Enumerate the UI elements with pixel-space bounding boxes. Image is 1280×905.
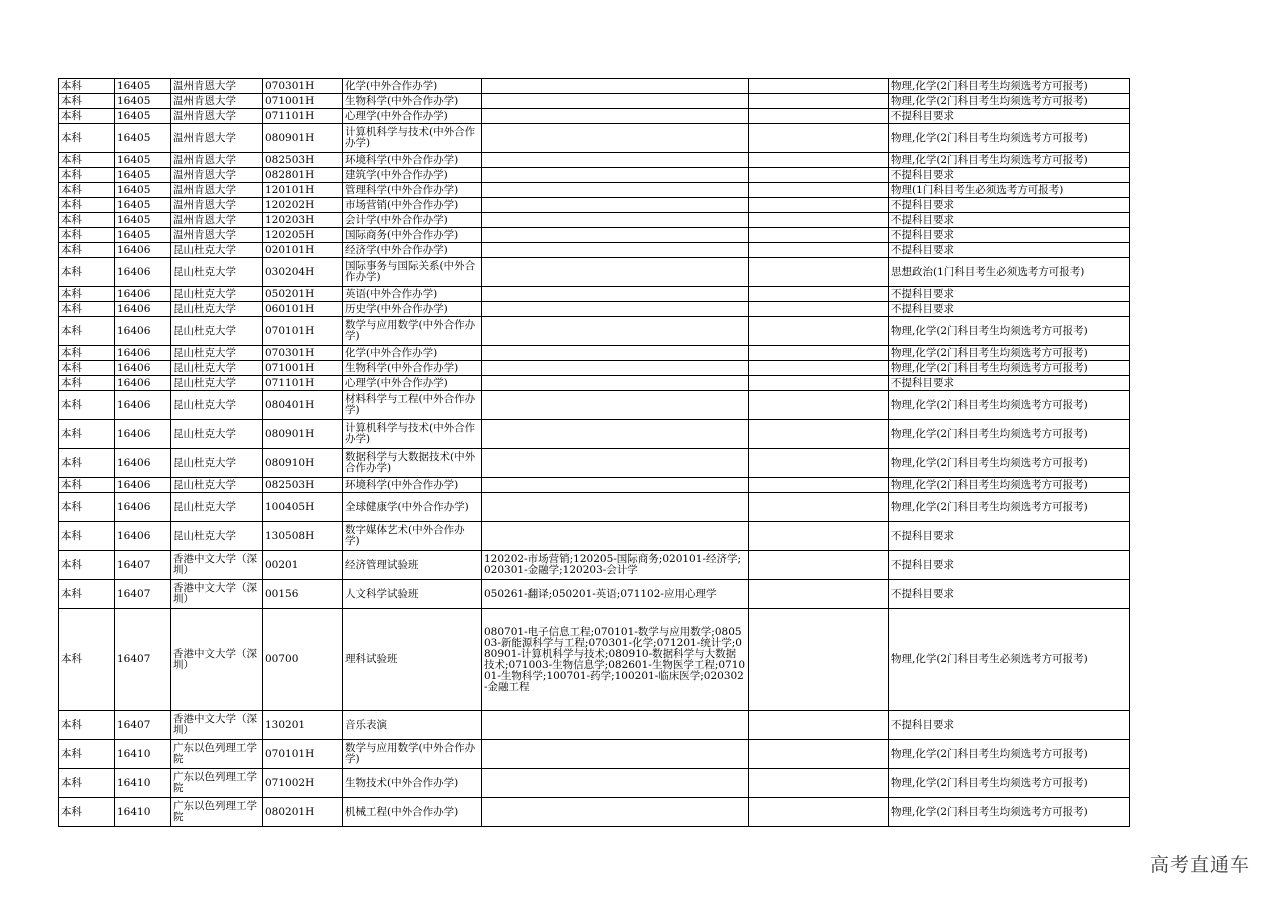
major-code-cell: 080901H — [263, 124, 343, 153]
table-row — [59, 391, 1130, 420]
included-majors-cell: 080701-电子信息工程;070101-数学与应用数学;080503-新能源科学与工程;070301-化学;071201-统计学;080901-计算机科学与技术;080910-数据科学与大数据技术;071003-生物信息学;082601-生物医学工程;071001-生物科学;100701-药学;100201-临床医学;020302-金融工程 — [482, 609, 749, 711]
note-cell — [749, 346, 889, 361]
included-majors-cell — [482, 740, 749, 769]
note-cell — [749, 317, 889, 346]
table-row — [59, 493, 1130, 522]
school-cell: 温州肯恩大学 — [171, 168, 263, 183]
table-row — [59, 609, 1130, 711]
subject-requirement-cell: 物理,化学(2门科目考生必须选考方可报考) — [889, 609, 1130, 711]
subject-requirement-cell: 物理,化学(2门科目考生均须选考方可报考) — [889, 420, 1130, 449]
school-cell: 昆山杜克大学 — [171, 522, 263, 551]
level-cell: 本科 — [59, 711, 115, 740]
watermark-text: 高考直通车 — [1149, 854, 1250, 876]
included-majors-cell — [482, 168, 749, 183]
major-code-cell: 080401H — [263, 391, 343, 420]
major-code-cell: 030204H — [263, 258, 343, 287]
included-majors-cell: 050261-翻译;050201-英语;071102-应用心理学 — [482, 580, 749, 609]
major-code-cell: 080910H — [263, 449, 343, 478]
major-code-cell: 071101H — [263, 376, 343, 391]
table-row — [59, 124, 1130, 153]
level-cell: 本科 — [59, 109, 115, 124]
note-cell — [749, 522, 889, 551]
included-majors-cell — [482, 449, 749, 478]
subject-requirement-cell: 物理,化学(2门科目考生均须选考方可报考) — [889, 391, 1130, 420]
major-name-cell: 管理科学(中外合作办学) — [343, 183, 482, 198]
table-row — [59, 478, 1130, 493]
subject-requirement-cell: 物理,化学(2门科目考生均须选考方可报考) — [889, 740, 1130, 769]
code-cell: 16405 — [115, 183, 171, 198]
major-code-cell: 082801H — [263, 168, 343, 183]
school-cell: 香港中文大学（深圳） — [171, 711, 263, 740]
school-cell: 广东以色列理工学院 — [171, 769, 263, 798]
admission-table — [58, 78, 1130, 827]
code-cell: 16405 — [115, 168, 171, 183]
major-code-cell: 070101H — [263, 317, 343, 346]
note-cell — [749, 287, 889, 302]
table-row — [59, 213, 1130, 228]
note-cell — [749, 183, 889, 198]
major-name-cell: 环境科学(中外合作办学) — [343, 153, 482, 168]
subject-requirement-cell: 物理,化学(2门科目考生均须选考方可报考) — [889, 79, 1130, 94]
level-cell: 本科 — [59, 213, 115, 228]
table-row — [59, 243, 1130, 258]
level-cell: 本科 — [59, 183, 115, 198]
note-cell — [749, 551, 889, 580]
table-row — [59, 287, 1130, 302]
level-cell: 本科 — [59, 609, 115, 711]
code-cell: 16410 — [115, 769, 171, 798]
note-cell — [749, 213, 889, 228]
note-cell — [749, 769, 889, 798]
table-row — [59, 79, 1130, 94]
level-cell: 本科 — [59, 361, 115, 376]
subject-requirement-cell: 物理,化学(2门科目考生均须选考方可报考) — [889, 478, 1130, 493]
level-cell: 本科 — [59, 769, 115, 798]
included-majors-cell — [482, 798, 749, 827]
note-cell — [749, 153, 889, 168]
school-cell: 昆山杜克大学 — [171, 258, 263, 287]
code-cell: 16407 — [115, 711, 171, 740]
subject-requirement-cell: 不提科目要求 — [889, 243, 1130, 258]
code-cell: 16405 — [115, 124, 171, 153]
note-cell — [749, 198, 889, 213]
school-cell: 昆山杜克大学 — [171, 376, 263, 391]
subject-requirement-cell: 不提科目要求 — [889, 287, 1130, 302]
note-cell — [749, 302, 889, 317]
school-cell: 昆山杜克大学 — [171, 391, 263, 420]
major-name-cell: 数学与应用数学(中外合作办学) — [343, 740, 482, 769]
note-cell — [749, 94, 889, 109]
note-cell — [749, 376, 889, 391]
level-cell: 本科 — [59, 478, 115, 493]
school-cell: 温州肯恩大学 — [171, 153, 263, 168]
note-cell — [749, 361, 889, 376]
included-majors-cell — [482, 109, 749, 124]
level-cell: 本科 — [59, 317, 115, 346]
code-cell: 16406 — [115, 493, 171, 522]
subject-requirement-cell: 物理,化学(2门科目考生均须选考方可报考) — [889, 769, 1130, 798]
table-row — [59, 109, 1130, 124]
table-row — [59, 258, 1130, 287]
note-cell — [749, 449, 889, 478]
level-cell: 本科 — [59, 228, 115, 243]
major-name-cell: 心理学(中外合作办学) — [343, 109, 482, 124]
included-majors-cell — [482, 420, 749, 449]
school-cell: 温州肯恩大学 — [171, 79, 263, 94]
table-row — [59, 522, 1130, 551]
level-cell: 本科 — [59, 124, 115, 153]
code-cell: 16406 — [115, 243, 171, 258]
subject-requirement-cell: 物理,化学(2门科目考生均须选考方可报考) — [889, 346, 1130, 361]
level-cell: 本科 — [59, 391, 115, 420]
major-code-cell: 082503H — [263, 153, 343, 168]
major-code-cell: 00156 — [263, 580, 343, 609]
table-row — [59, 94, 1130, 109]
included-majors-cell — [482, 391, 749, 420]
subject-requirement-cell: 不提科目要求 — [889, 109, 1130, 124]
included-majors-cell — [482, 183, 749, 198]
code-cell: 16407 — [115, 609, 171, 711]
included-majors-cell — [482, 153, 749, 168]
included-majors-cell — [482, 258, 749, 287]
included-majors-cell — [482, 243, 749, 258]
major-name-cell: 国际商务(中外合作办学) — [343, 228, 482, 243]
table-row — [59, 376, 1130, 391]
subject-requirement-cell: 不提科目要求 — [889, 168, 1130, 183]
note-cell — [749, 798, 889, 827]
school-cell: 昆山杜克大学 — [171, 346, 263, 361]
major-name-cell: 生物科学(中外合作办学) — [343, 361, 482, 376]
note-cell — [749, 740, 889, 769]
included-majors-cell — [482, 124, 749, 153]
table-row — [59, 740, 1130, 769]
table-row — [59, 317, 1130, 346]
code-cell: 16405 — [115, 198, 171, 213]
major-name-cell: 生物科学(中外合作办学) — [343, 94, 482, 109]
major-name-cell: 生物技术(中外合作办学) — [343, 769, 482, 798]
code-cell: 16405 — [115, 94, 171, 109]
major-name-cell: 会计学(中外合作办学) — [343, 213, 482, 228]
level-cell: 本科 — [59, 168, 115, 183]
major-name-cell: 数字媒体艺术(中外合作办学) — [343, 522, 482, 551]
code-cell: 16405 — [115, 228, 171, 243]
level-cell: 本科 — [59, 198, 115, 213]
school-cell: 昆山杜克大学 — [171, 478, 263, 493]
school-cell: 温州肯恩大学 — [171, 228, 263, 243]
level-cell: 本科 — [59, 376, 115, 391]
table-row — [59, 580, 1130, 609]
major-name-cell: 环境科学(中外合作办学) — [343, 478, 482, 493]
school-cell: 广东以色列理工学院 — [171, 798, 263, 827]
major-name-cell: 计算机科学与技术(中外合作办学) — [343, 124, 482, 153]
code-cell: 16406 — [115, 420, 171, 449]
major-name-cell: 市场营销(中外合作办学) — [343, 198, 482, 213]
subject-requirement-cell: 思想政治(1门科目考生必须选考方可报考) — [889, 258, 1130, 287]
level-cell: 本科 — [59, 522, 115, 551]
school-cell: 昆山杜克大学 — [171, 361, 263, 376]
subject-requirement-cell: 物理,化学(2门科目考生均须选考方可报考) — [889, 317, 1130, 346]
major-name-cell: 化学(中外合作办学) — [343, 346, 482, 361]
subject-requirement-cell: 不提科目要求 — [889, 228, 1130, 243]
school-cell: 温州肯恩大学 — [171, 198, 263, 213]
major-name-cell: 全球健康学(中外合作办学) — [343, 493, 482, 522]
school-cell: 昆山杜克大学 — [171, 287, 263, 302]
subject-requirement-cell: 不提科目要求 — [889, 213, 1130, 228]
note-cell — [749, 109, 889, 124]
code-cell: 16405 — [115, 213, 171, 228]
subject-requirement-cell: 物理,化学(2门科目考生均须选考方可报考) — [889, 361, 1130, 376]
major-name-cell: 化学(中外合作办学) — [343, 79, 482, 94]
major-name-cell: 音乐表演 — [343, 711, 482, 740]
level-cell: 本科 — [59, 79, 115, 94]
level-cell: 本科 — [59, 258, 115, 287]
level-cell: 本科 — [59, 798, 115, 827]
included-majors-cell — [482, 198, 749, 213]
code-cell: 16405 — [115, 109, 171, 124]
subject-requirement-cell: 不提科目要求 — [889, 302, 1130, 317]
level-cell: 本科 — [59, 153, 115, 168]
school-cell: 广东以色列理工学院 — [171, 740, 263, 769]
code-cell: 16406 — [115, 346, 171, 361]
major-name-cell: 心理学(中外合作办学) — [343, 376, 482, 391]
subject-requirement-cell: 不提科目要求 — [889, 551, 1130, 580]
note-cell — [749, 711, 889, 740]
table-body — [59, 79, 1130, 827]
included-majors-cell — [482, 376, 749, 391]
subject-requirement-cell: 不提科目要求 — [889, 376, 1130, 391]
subject-requirement-cell: 物理,化学(2门科目考生均须选考方可报考) — [889, 449, 1130, 478]
major-code-cell: 050201H — [263, 287, 343, 302]
major-code-cell: 120205H — [263, 228, 343, 243]
code-cell: 16407 — [115, 551, 171, 580]
code-cell: 16405 — [115, 153, 171, 168]
subject-requirement-cell: 物理(1门科目考生必须选考方可报考) — [889, 183, 1130, 198]
code-cell: 16407 — [115, 580, 171, 609]
major-name-cell: 建筑学(中外合作办学) — [343, 168, 482, 183]
school-cell: 温州肯恩大学 — [171, 109, 263, 124]
included-majors-cell — [482, 522, 749, 551]
level-cell: 本科 — [59, 449, 115, 478]
table-row — [59, 711, 1130, 740]
note-cell — [749, 168, 889, 183]
school-cell: 昆山杜克大学 — [171, 302, 263, 317]
note-cell — [749, 493, 889, 522]
major-code-cell: 00201 — [263, 551, 343, 580]
level-cell: 本科 — [59, 580, 115, 609]
table-row — [59, 361, 1130, 376]
school-cell: 香港中文大学（深圳） — [171, 551, 263, 580]
level-cell: 本科 — [59, 420, 115, 449]
subject-requirement-cell: 物理,化学(2门科目考生均须选考方可报考) — [889, 798, 1130, 827]
note-cell — [749, 478, 889, 493]
code-cell: 16410 — [115, 798, 171, 827]
table-row — [59, 551, 1130, 580]
subject-requirement-cell: 物理,化学(2门科目考生均须选考方可报考) — [889, 94, 1130, 109]
included-majors-cell: 120202-市场营销;120205-国际商务;020101-经济学;020301-金融学;120203-会计学 — [482, 551, 749, 580]
code-cell: 16406 — [115, 449, 171, 478]
major-code-cell: 070301H — [263, 79, 343, 94]
code-cell: 16406 — [115, 391, 171, 420]
major-code-cell: 071001H — [263, 94, 343, 109]
major-name-cell: 历史学(中外合作办学) — [343, 302, 482, 317]
major-code-cell: 130201 — [263, 711, 343, 740]
code-cell: 16406 — [115, 317, 171, 346]
note-cell — [749, 391, 889, 420]
school-cell: 昆山杜克大学 — [171, 420, 263, 449]
subject-requirement-cell: 不提科目要求 — [889, 580, 1130, 609]
school-cell: 昆山杜克大学 — [171, 449, 263, 478]
major-code-cell: 080201H — [263, 798, 343, 827]
code-cell: 16406 — [115, 302, 171, 317]
note-cell — [749, 79, 889, 94]
major-code-cell: 080901H — [263, 420, 343, 449]
included-majors-cell — [482, 213, 749, 228]
table-row — [59, 153, 1130, 168]
included-majors-cell — [482, 346, 749, 361]
table-row — [59, 449, 1130, 478]
note-cell — [749, 228, 889, 243]
school-cell: 昆山杜克大学 — [171, 493, 263, 522]
included-majors-cell — [482, 493, 749, 522]
code-cell: 16410 — [115, 740, 171, 769]
school-cell: 昆山杜克大学 — [171, 317, 263, 346]
code-cell: 16406 — [115, 287, 171, 302]
level-cell: 本科 — [59, 243, 115, 258]
major-code-cell: 082503H — [263, 478, 343, 493]
table-row — [59, 420, 1130, 449]
code-cell: 16406 — [115, 376, 171, 391]
included-majors-cell — [482, 228, 749, 243]
note-cell — [749, 124, 889, 153]
subject-requirement-cell: 物理,化学(2门科目考生均须选考方可报考) — [889, 493, 1130, 522]
table-row — [59, 228, 1130, 243]
level-cell: 本科 — [59, 302, 115, 317]
code-cell: 16406 — [115, 478, 171, 493]
included-majors-cell — [482, 361, 749, 376]
school-cell: 香港中文大学（深圳） — [171, 580, 263, 609]
school-cell: 温州肯恩大学 — [171, 124, 263, 153]
major-code-cell: 071101H — [263, 109, 343, 124]
level-cell: 本科 — [59, 94, 115, 109]
major-code-cell: 071002H — [263, 769, 343, 798]
table-row — [59, 183, 1130, 198]
major-code-cell: 130508H — [263, 522, 343, 551]
subject-requirement-cell: 物理,化学(2门科目考生均须选考方可报考) — [889, 153, 1130, 168]
major-name-cell: 人文科学试验班 — [343, 580, 482, 609]
school-cell: 温州肯恩大学 — [171, 94, 263, 109]
included-majors-cell — [482, 769, 749, 798]
table-row — [59, 798, 1130, 827]
subject-requirement-cell: 不提科目要求 — [889, 198, 1130, 213]
major-code-cell: 070101H — [263, 740, 343, 769]
subject-requirement-cell: 不提科目要求 — [889, 522, 1130, 551]
level-cell: 本科 — [59, 551, 115, 580]
included-majors-cell — [482, 287, 749, 302]
note-cell — [749, 580, 889, 609]
major-code-cell: 071001H — [263, 361, 343, 376]
level-cell: 本科 — [59, 346, 115, 361]
major-name-cell: 材料科学与工程(中外合作办学) — [343, 391, 482, 420]
included-majors-cell — [482, 478, 749, 493]
major-code-cell: 060101H — [263, 302, 343, 317]
note-cell — [749, 258, 889, 287]
major-code-cell: 020101H — [263, 243, 343, 258]
major-name-cell: 数学与应用数学(中外合作办学) — [343, 317, 482, 346]
table-row — [59, 302, 1130, 317]
major-code-cell: 100405H — [263, 493, 343, 522]
major-name-cell: 数据科学与大数据技术(中外合作办学) — [343, 449, 482, 478]
code-cell: 16406 — [115, 258, 171, 287]
subject-requirement-cell: 物理,化学(2门科目考生均须选考方可报考) — [889, 124, 1130, 153]
table-row — [59, 198, 1130, 213]
level-cell: 本科 — [59, 740, 115, 769]
included-majors-cell — [482, 94, 749, 109]
major-name-cell: 经济学(中外合作办学) — [343, 243, 482, 258]
major-name-cell: 计算机科学与技术(中外合作办学) — [343, 420, 482, 449]
subject-requirement-cell: 不提科目要求 — [889, 711, 1130, 740]
table-row — [59, 346, 1130, 361]
major-name-cell: 国际事务与国际关系(中外合作办学) — [343, 258, 482, 287]
major-name-cell: 英语(中外合作办学) — [343, 287, 482, 302]
included-majors-cell — [482, 711, 749, 740]
note-cell — [749, 609, 889, 711]
included-majors-cell — [482, 79, 749, 94]
level-cell: 本科 — [59, 287, 115, 302]
school-cell: 温州肯恩大学 — [171, 183, 263, 198]
table-row — [59, 769, 1130, 798]
school-cell: 温州肯恩大学 — [171, 213, 263, 228]
major-name-cell: 经济管理试验班 — [343, 551, 482, 580]
code-cell: 16406 — [115, 522, 171, 551]
school-cell: 香港中文大学（深圳） — [171, 609, 263, 711]
note-cell — [749, 420, 889, 449]
major-code-cell: 120202H — [263, 198, 343, 213]
code-cell: 16405 — [115, 79, 171, 94]
school-cell: 昆山杜克大学 — [171, 243, 263, 258]
included-majors-cell — [482, 317, 749, 346]
major-name-cell: 机械工程(中外合作办学) — [343, 798, 482, 827]
major-code-cell: 00700 — [263, 609, 343, 711]
major-code-cell: 120101H — [263, 183, 343, 198]
table-row — [59, 168, 1130, 183]
major-code-cell: 120203H — [263, 213, 343, 228]
included-majors-cell — [482, 302, 749, 317]
level-cell: 本科 — [59, 493, 115, 522]
note-cell — [749, 243, 889, 258]
code-cell: 16406 — [115, 361, 171, 376]
major-name-cell: 理科试验班 — [343, 609, 482, 711]
major-code-cell: 070301H — [263, 346, 343, 361]
